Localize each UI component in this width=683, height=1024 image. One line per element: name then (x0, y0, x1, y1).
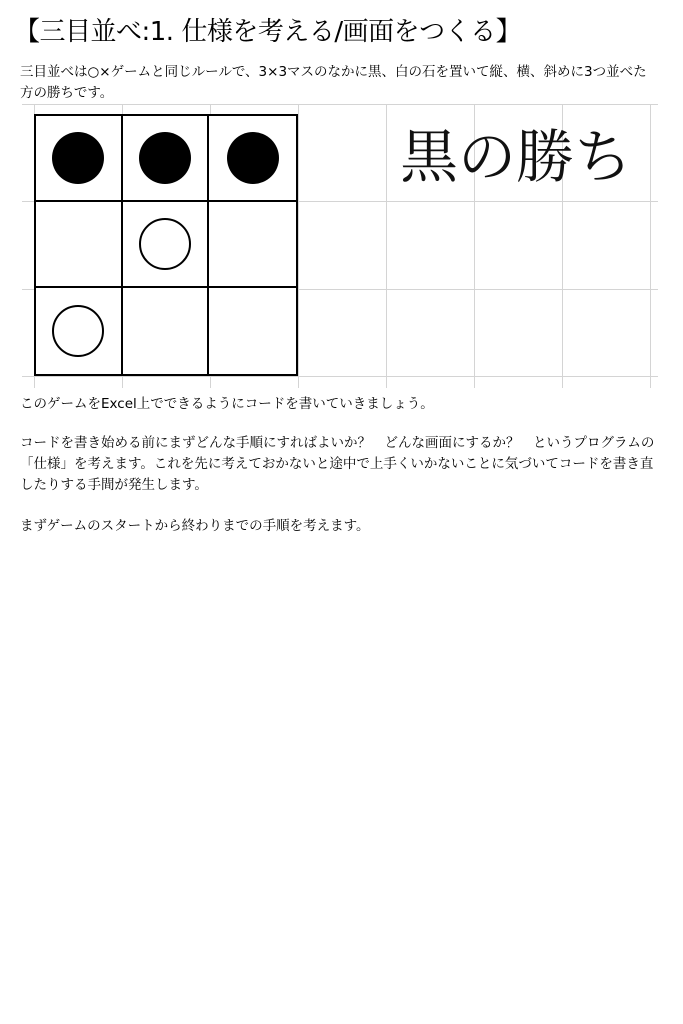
board-cell-1-0[interactable] (36, 202, 123, 288)
page-title: 【三目並べ:1. 仕様を考える/画面をつくる】 (14, 17, 522, 47)
paragraph-1: このゲームをExcel上でできるようにコードを書いていきましょう。 (20, 396, 434, 412)
black-stone-icon (139, 132, 191, 184)
paragraph-3: まずゲームのスタートから終わりまでの手順を考えます。 (20, 518, 370, 534)
board-cell-0-2[interactable] (209, 116, 296, 202)
sheet-gridline (298, 104, 299, 388)
tic-tac-toe-board (34, 114, 298, 376)
intro-paragraph: 三目並べは○×ゲームと同じルールで、3×3マスのなかに黒、白の石を置いて縦、横、斜めに3つ並べた方の勝ちです。 (20, 64, 647, 101)
sheet-gridline (650, 104, 651, 388)
white-stone-icon (52, 305, 104, 357)
white-stone-icon (139, 218, 191, 270)
board-cell-1-2[interactable] (209, 202, 296, 288)
board-cell-2-0[interactable] (36, 288, 123, 374)
board-cell-0-0[interactable] (36, 116, 123, 202)
board-cell-2-2[interactable] (209, 288, 296, 374)
paragraph-2: コードを書き始める前にまずどんな手順にすればよいか？ どんな画面にするか？ というプログラムの「仕様」を考えます。これを先に考えておかないと途中で上手くいかないことに気づいてコードを書き直したりする手間が発生します。 (20, 435, 655, 493)
board-cell-2-1[interactable] (123, 288, 210, 374)
black-stone-icon (52, 132, 104, 184)
result-label: 黒の勝ち (400, 123, 633, 191)
sheet-gridline (386, 104, 387, 388)
black-stone-icon (227, 132, 279, 184)
board-cell-1-1[interactable] (123, 202, 210, 288)
spreadsheet-area (22, 104, 658, 388)
board-cell-0-1[interactable] (123, 116, 210, 202)
